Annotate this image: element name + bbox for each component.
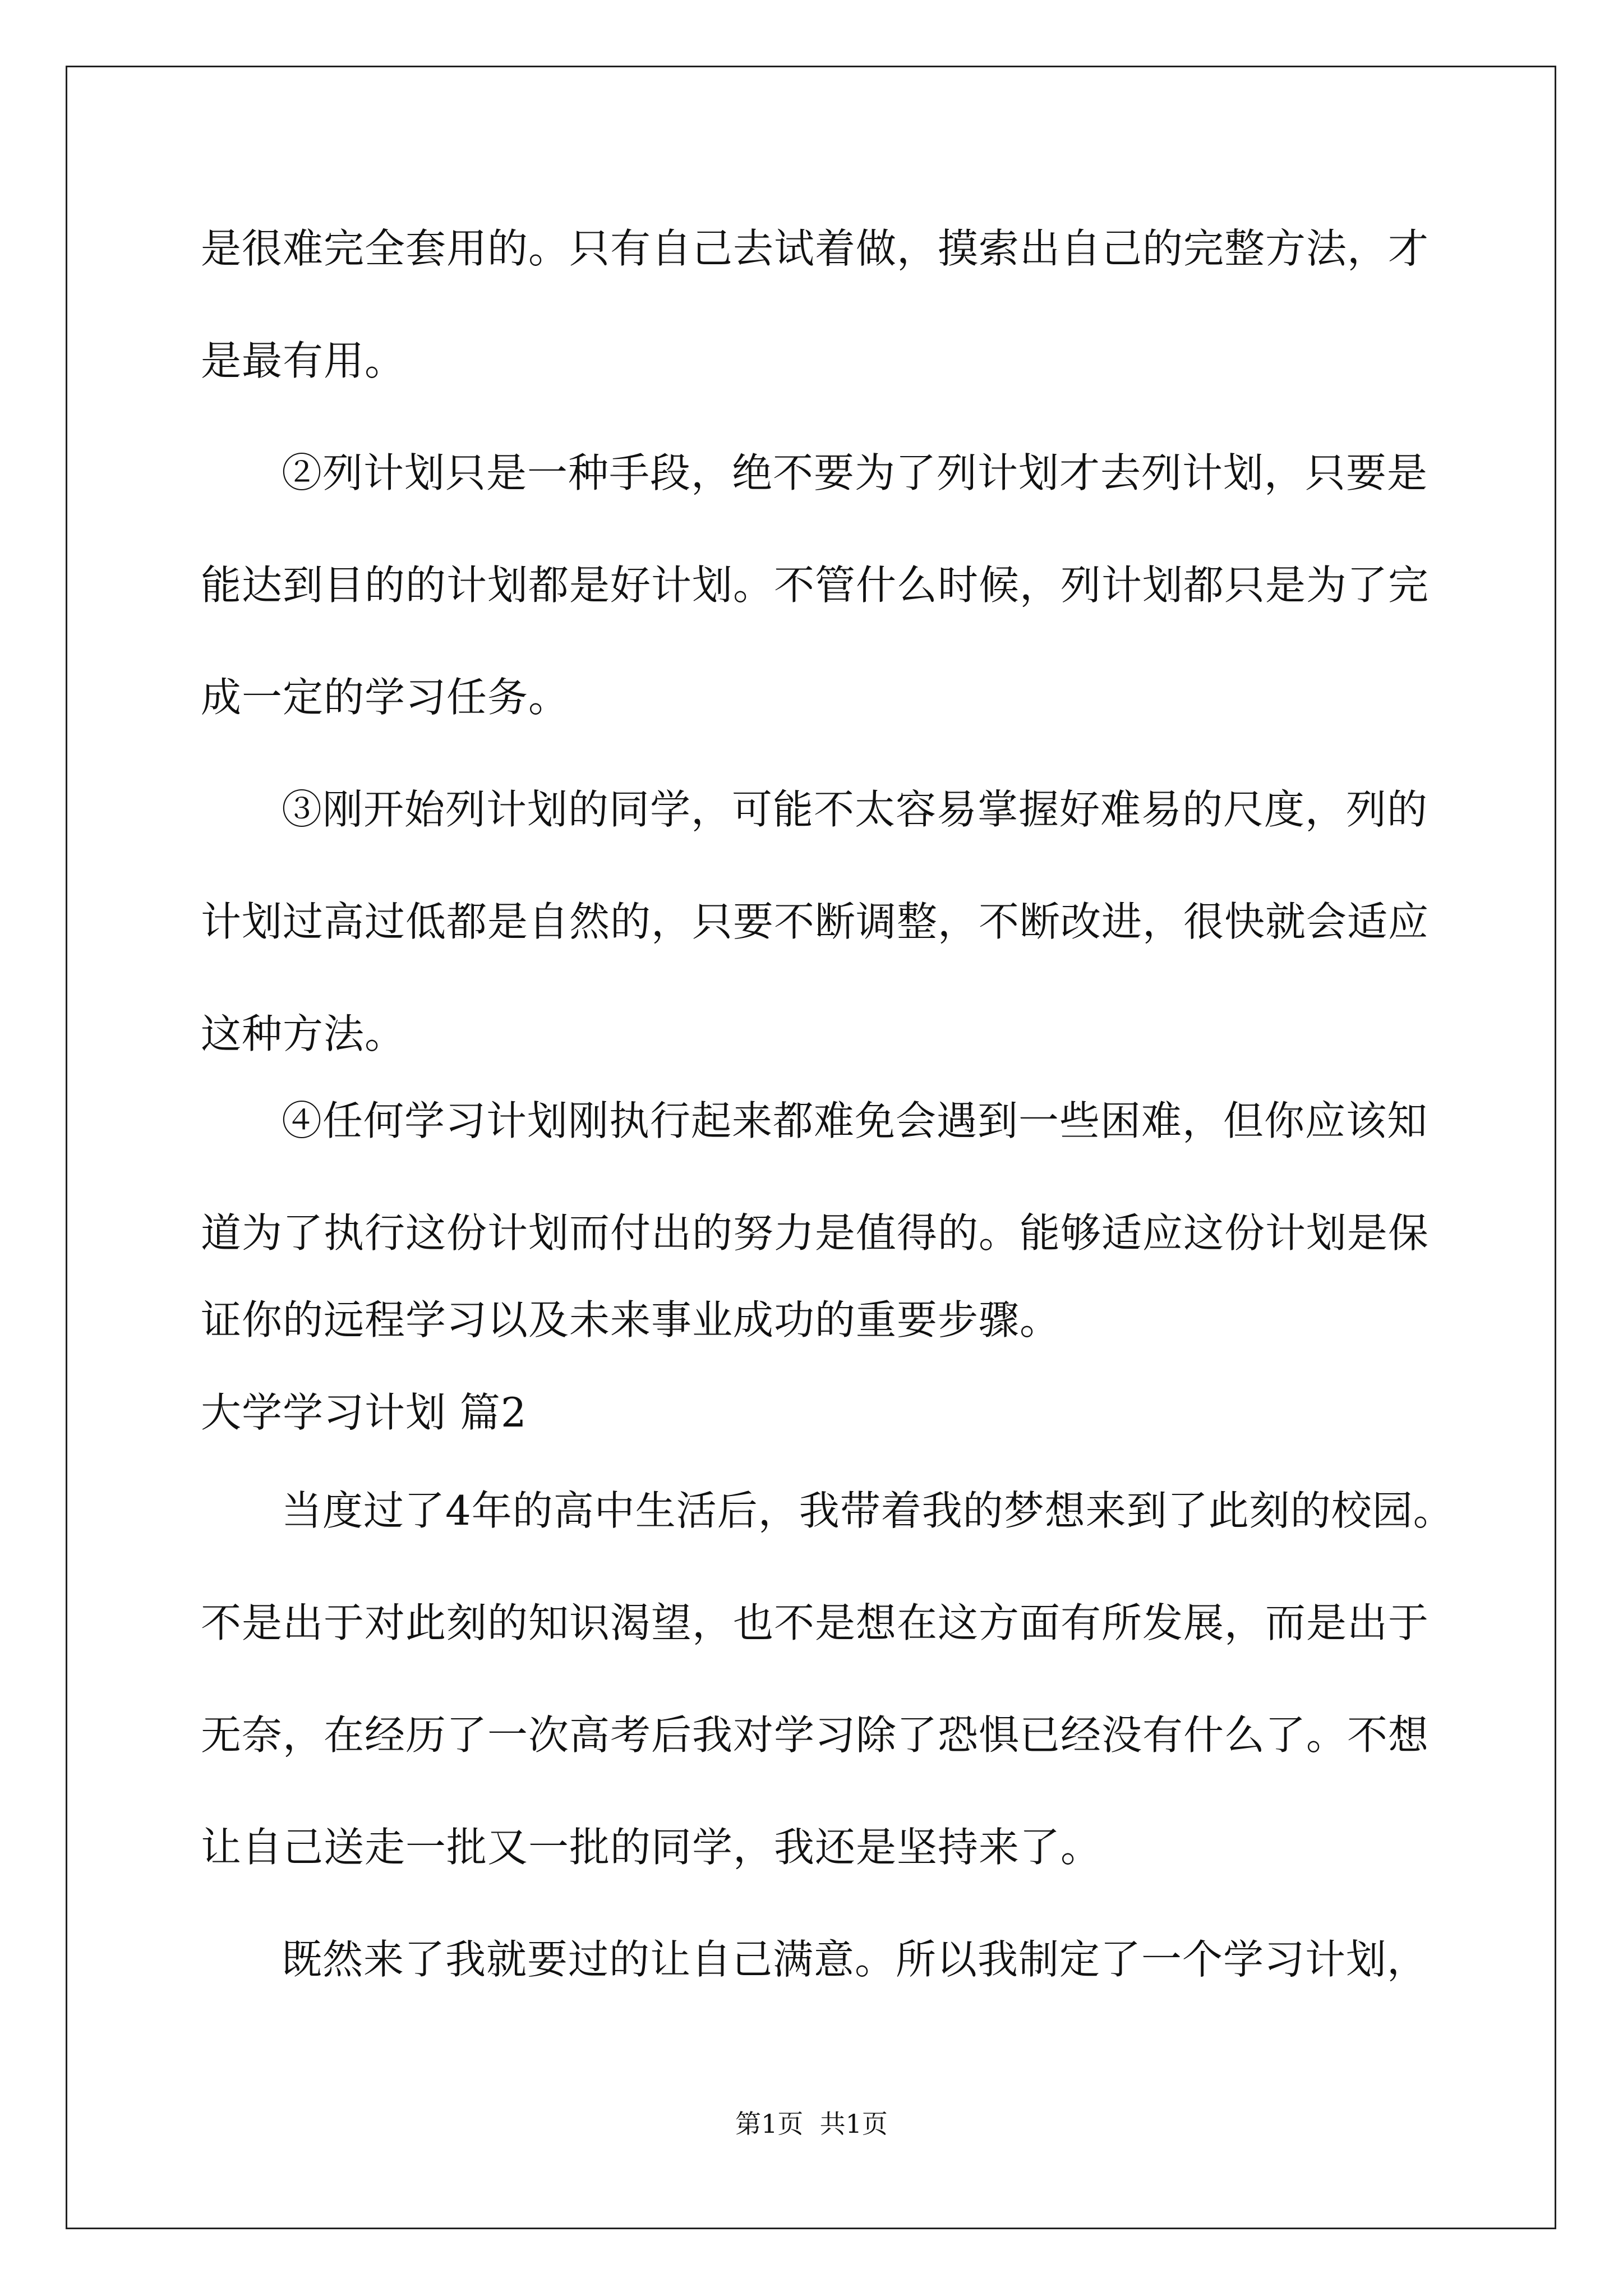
text-line: 是很难完全套用的。只有自己去试着做，摸索出自己的完整方法，才 — [201, 225, 1430, 272]
text-line: ④任何学习计划刚执行起来都难免会遇到一些困难，但你应该知 — [282, 1097, 1428, 1144]
text-line: 成一定的学习任务。 — [201, 674, 570, 721]
text-line: 计划过高过低都是自然的，只要不断调整，不断改进，很快就会适应 — [201, 898, 1430, 945]
text-line: 让自己送走一批又一批的同学，我还是坚持来了。 — [201, 1824, 1102, 1871]
section-heading: 大学学习计划 篇2 — [201, 1389, 527, 1436]
page-footer: 第1页 共1页 — [735, 2109, 888, 2139]
text-line: ③刚开始列计划的同学，可能不太容易掌握好难易的尺度，列的 — [282, 786, 1428, 833]
text-line: 不是出于对此刻的知识渴望，也不是想在这方面有所发展，而是出于 — [201, 1599, 1430, 1646]
text-line: 是最有用。 — [201, 337, 406, 384]
text-line: 当度过了4年的高中生活后，我带着我的梦想来到了此刻的校园。 — [282, 1487, 1454, 1534]
page-border — [66, 66, 1556, 2229]
text-line: 这种方法。 — [201, 1010, 406, 1057]
text-line: ②列计划只是一种手段，绝不要为了列计划才去列计划，只要是 — [282, 449, 1428, 496]
text-line: 证你的远程学习以及未来事业成功的重要步骤。 — [201, 1296, 1061, 1343]
text-line: 能达到目的的计划都是好计划。不管什么时候，列计划都只是为了完 — [201, 562, 1430, 609]
text-line: 道为了执行这份计划而付出的努力是值得的。能够适应这份计划是保 — [201, 1209, 1430, 1257]
text-line: 无奈，在经历了一次高考后我对学习除了恐惧已经没有什么了。不想 — [201, 1711, 1430, 1759]
text-line: 既然来了我就要过的让自己满意。所以我制定了一个学习计划， — [282, 1936, 1428, 1983]
